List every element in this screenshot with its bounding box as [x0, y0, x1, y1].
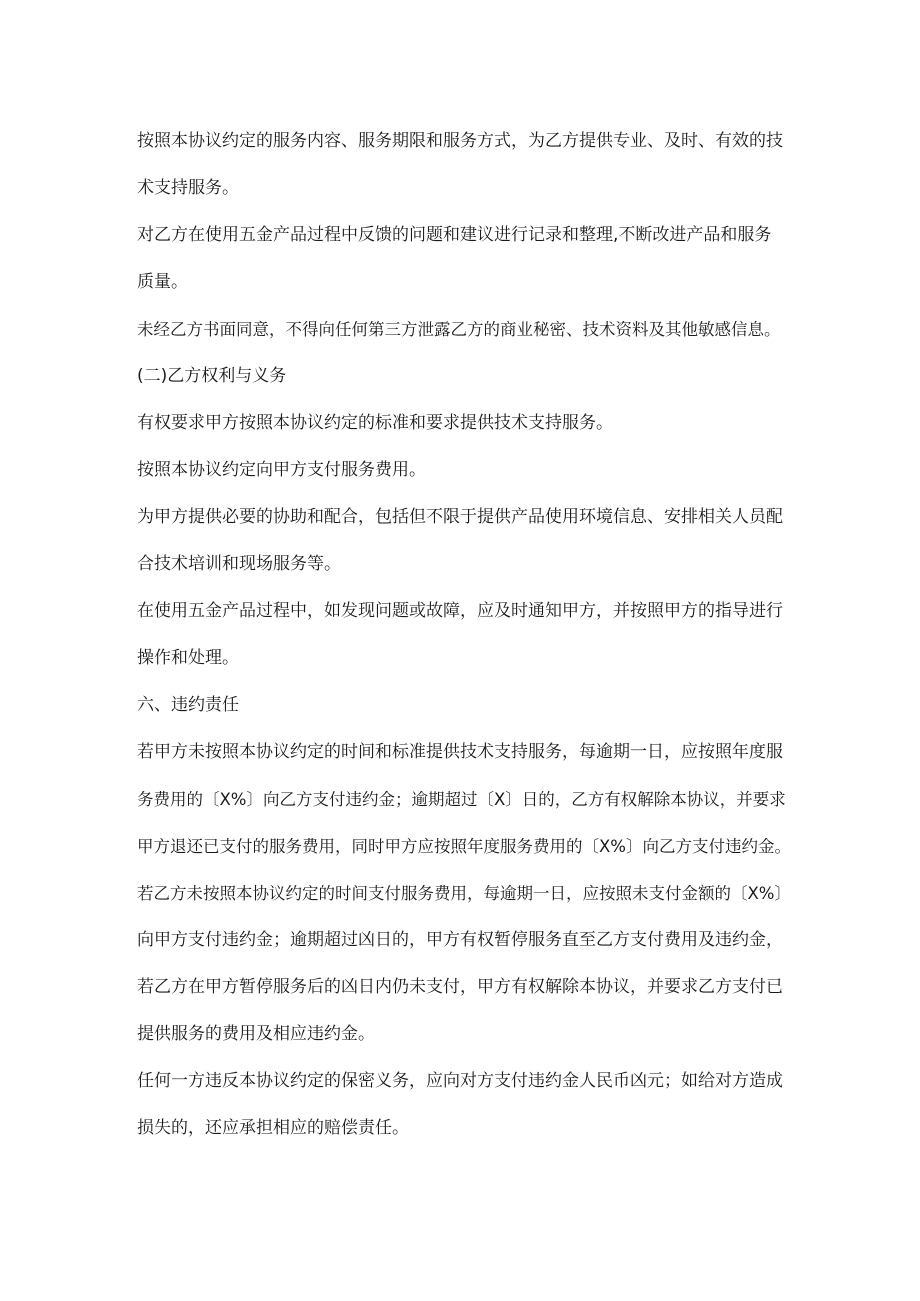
text-line: 甲方退还已支付的服务费用，同时甲方应按照年度服务费用的〔X%〕向乙方支付违约金。: [137, 837, 791, 856]
paragraph-request-service: [137, 400, 797, 447]
text-line: 务费用的〔X%〕向乙方支付违约金；逾期超过〔X〕日的，乙方有权解除本协议，并要求: [137, 790, 786, 809]
text-line: 在使用五金产品过程中，如发现问题或故障，应及时通知甲方，并按照甲方的指导进行: [137, 601, 783, 621]
paragraph-notify-faults: [137, 588, 797, 682]
paragraph-party-b-breach: [137, 870, 797, 1058]
text-line: 向甲方支付违约金；逾期超过凶日的，甲方有权暂停服务直至乙方支付费用及违约金，: [137, 930, 783, 950]
text-line: 任何一方违反本协议约定的保密义务，应向对方支付违约金人民币凶元；如给对方造成: [137, 1071, 783, 1091]
document-body: [137, 118, 797, 1152]
paragraph-pay-fees: [137, 447, 797, 494]
paragraph-party-a-breach: [137, 729, 797, 870]
text-line: 若乙方未按照本协议约定的时间支付服务费用，每逾期一日，应按照未支付金额的〔X%〕: [137, 884, 791, 903]
paragraph-confidentiality: [137, 306, 797, 353]
text-line: 按照本协议约定向甲方支付服务费用。: [137, 460, 426, 480]
text-line: (二)乙方权利与义务: [137, 366, 287, 386]
text-line: 有权要求甲方按照本协议约定的标准和要求提供技术支持服务。: [137, 413, 613, 433]
section-heading-party-b-rights: [137, 353, 797, 400]
text-line: 术支持服务。: [137, 178, 239, 198]
text-line: 操作和处理。: [137, 648, 239, 668]
text-line: 六、违约责任: [137, 695, 239, 715]
text-line: 为甲方提供必要的协助和配合，包括但不限于提供产品使用环境信息、安排相关人员配: [137, 507, 783, 527]
text-line: 对乙方在使用五金产品过程中反馈的问题和建议进行记录和整理,不断改进产品和服务: [137, 225, 772, 245]
text-line: 若甲方未按照本协议约定的时间和标准提供技术支持服务，每逾期一日，应按照年度服: [137, 742, 783, 762]
text-line: 按照本协议约定的服务内容、服务期限和服务方式，为乙方提供专业、及时、有效的技: [137, 131, 783, 151]
section-heading-liability: [137, 682, 797, 729]
paragraph-confidentiality-breach: [137, 1058, 797, 1152]
paragraph-feedback: [137, 212, 797, 306]
text-line: 未经乙方书面同意，不得向任何第三方泄露乙方的商业秘密、技术资料及其他敏感信息。: [137, 320, 781, 339]
paragraph-cooperation: [137, 494, 797, 588]
text-line: 质量。: [137, 272, 188, 292]
text-line: 若乙方在甲方暂停服务后的凶日内仍未支付，甲方有权解除本协议，并要求乙方支付已: [137, 977, 783, 997]
text-line: 合技术培训和现场服务等。: [137, 554, 341, 574]
text-line: 提供服务的费用及相应违约金。: [137, 1024, 375, 1044]
paragraph-service-content: [137, 118, 797, 212]
text-line: 损失的，还应承担相应的赔偿责任。: [137, 1118, 409, 1138]
